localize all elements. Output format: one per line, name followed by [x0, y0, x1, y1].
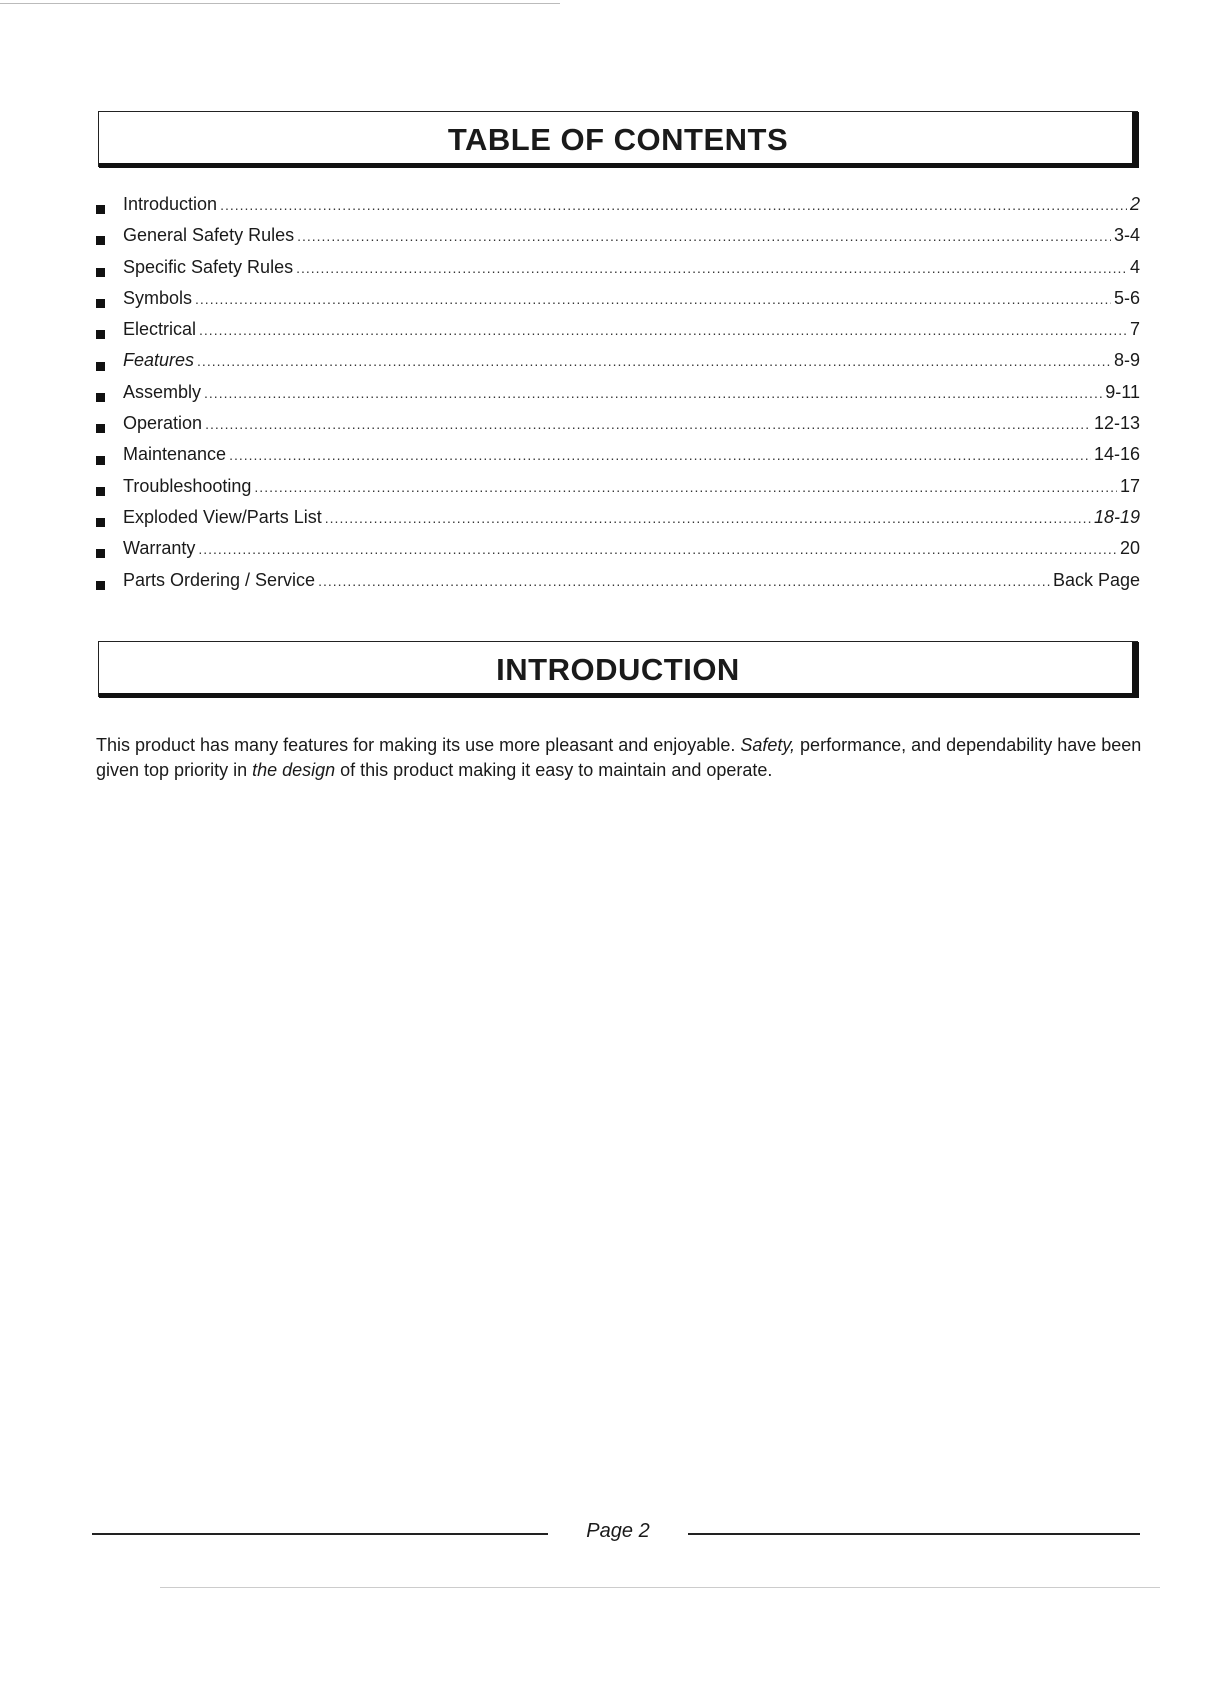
dot-leader: [199, 322, 1127, 338]
square-bullet-icon: [96, 549, 105, 558]
dot-leader: [325, 510, 1091, 526]
square-bullet-icon: [96, 518, 105, 527]
scan-artifact-bottom: [160, 1587, 1160, 1588]
toc-entry-label: Parts Ordering / Service: [123, 569, 316, 590]
dot-leader: [254, 479, 1117, 495]
toc-list: [96, 194, 1140, 601]
toc-entry: [96, 570, 1140, 601]
square-bullet-icon: [96, 393, 105, 402]
toc-entry-label: Electrical: [123, 319, 197, 340]
intro-text-part2: performance, and dependability have been given top priority in: [96, 735, 1142, 780]
toc-entry: [96, 444, 1140, 475]
dot-leader: [205, 416, 1091, 432]
toc-entry: [96, 476, 1140, 507]
intro-text-the-design: the design: [252, 760, 336, 780]
toc-entry-label: Exploded View/Parts List: [123, 506, 322, 527]
toc-entry-label: General Safety Rules: [123, 225, 295, 246]
square-bullet-icon: [96, 456, 105, 465]
toc-entry: [96, 350, 1140, 381]
toc-title: TABLE OF CONTENTS: [447, 122, 789, 157]
intro-header: [98, 641, 1138, 697]
dot-leader: [296, 260, 1127, 276]
intro-header-underbar: [99, 693, 1137, 698]
square-bullet-icon: [96, 330, 105, 339]
toc-entry: [96, 225, 1140, 256]
toc-entry-page: 3-4: [1113, 225, 1140, 246]
toc-entry: [96, 382, 1140, 413]
toc-entry-page: 14-16: [1093, 444, 1140, 465]
toc-entry-label: Specific Safety Rules: [123, 256, 294, 277]
toc-entry-page: 12-13: [1093, 413, 1140, 434]
toc-entry-label: Warranty: [123, 538, 196, 559]
dot-leader: [297, 228, 1111, 244]
toc-entry-page: 2: [1129, 194, 1140, 214]
toc-entry-page: 17: [1119, 475, 1140, 496]
square-bullet-icon: [96, 362, 105, 371]
square-bullet-icon: [96, 205, 105, 214]
intro-text-safety: Safety,: [740, 735, 796, 755]
square-bullet-icon: [96, 424, 105, 433]
square-bullet-icon: [96, 487, 105, 496]
square-bullet-icon: [96, 581, 105, 590]
dot-leader: [229, 447, 1091, 463]
toc-entry-label: Operation: [123, 413, 203, 434]
toc-entry: [96, 413, 1140, 444]
footer-rule-left: [92, 1533, 548, 1535]
dot-leader: [197, 353, 1111, 369]
dot-leader: [198, 541, 1117, 557]
intro-paragraph: [96, 733, 1144, 783]
page-number: Page 2: [586, 1520, 650, 1542]
intro-title: INTRODUCTION: [496, 652, 740, 687]
toc-entry-label: Introduction: [123, 194, 218, 214]
toc-entry-page: 18-19: [1093, 506, 1140, 527]
toc-entry: [96, 319, 1140, 350]
toc-entry: [96, 507, 1140, 538]
square-bullet-icon: [96, 268, 105, 277]
toc-entry-page: 4: [1129, 256, 1140, 277]
toc-entry-page: 7: [1129, 319, 1140, 340]
dot-leader: [204, 385, 1102, 401]
toc-entry-label: Maintenance: [123, 444, 227, 465]
toc-entry: [96, 257, 1140, 288]
toc-entry-label: Troubleshooting: [123, 475, 252, 496]
toc-entry-page: 20: [1119, 538, 1140, 559]
square-bullet-icon: [96, 299, 105, 308]
toc-entry-page: 5-6: [1113, 287, 1140, 308]
toc-entry: [96, 288, 1140, 319]
dot-leader: [220, 197, 1127, 213]
toc-entry-page: 9-11: [1105, 381, 1140, 402]
toc-entry-label: Features: [123, 350, 195, 371]
toc-entry: [96, 538, 1140, 569]
footer-rule-right: [688, 1533, 1140, 1535]
dot-leader: [195, 291, 1111, 307]
intro-text-part3: of this product making it easy to maintain and operate.: [335, 760, 773, 780]
intro-text-part1: This product has many features for making its use more pleasant and enjoyable.: [96, 735, 741, 755]
toc-entry-page: Back Page: [1052, 569, 1140, 590]
toc-header-underbar: [99, 163, 1137, 168]
toc-entry: [96, 194, 1140, 225]
toc-entry-label: Assembly: [123, 381, 202, 402]
scan-artifact-top: [0, 3, 560, 4]
toc-entry-label: Symbols: [123, 287, 193, 308]
dot-leader: [318, 573, 1050, 589]
square-bullet-icon: [96, 236, 105, 245]
toc-entry-page: 8-9: [1113, 350, 1140, 371]
toc-header: [98, 111, 1138, 167]
